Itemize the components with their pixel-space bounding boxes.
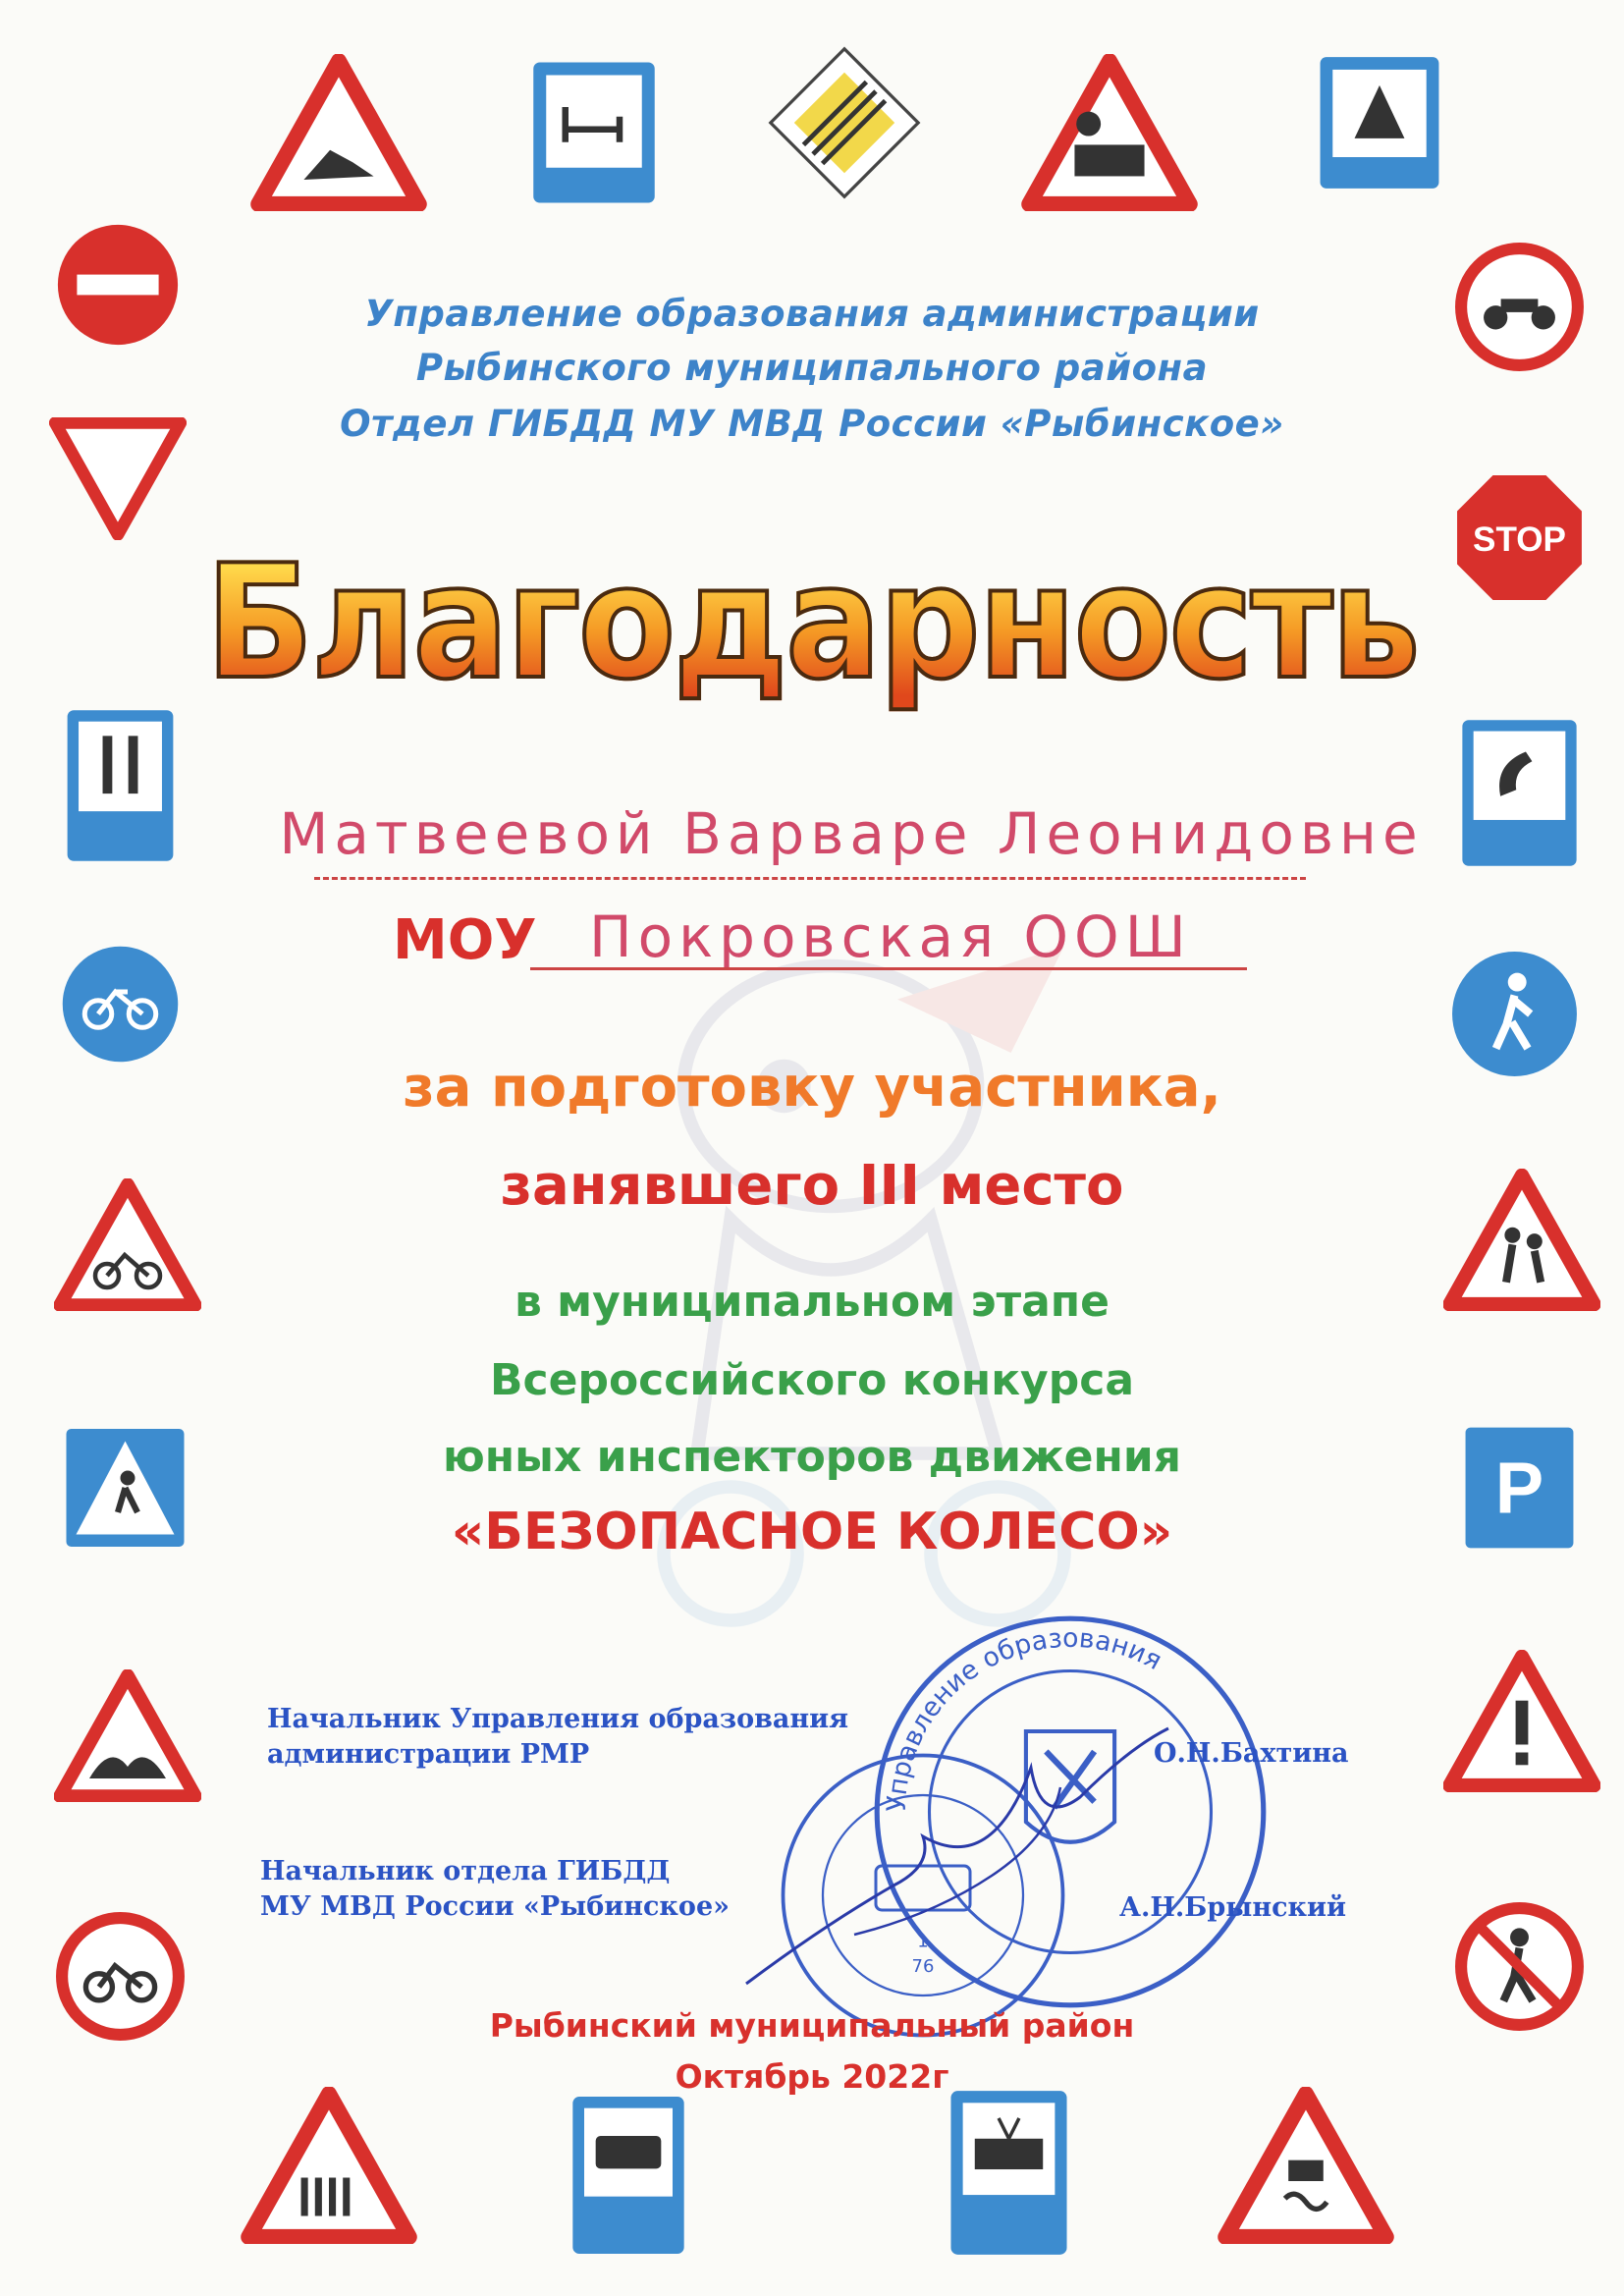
header-line-3: Отдел ГИБДД МУ МВД России «Рыбинское»: [340, 403, 1284, 445]
bus-stop-sign-icon: [569, 2092, 687, 2259]
signatory-1-title-line-1: Начальник Управления образования: [267, 1704, 849, 1734]
signatory-1-title: [267, 1702, 848, 1773]
contest-name: «БЕЗОПАСНОЕ КОЛЕСО»: [451, 1503, 1173, 1561]
header-line-2: Рыбинского муниципального района: [415, 347, 1209, 389]
certificate-title: Благодарность: [0, 530, 1624, 714]
uneven-road-warning-sign-icon: [54, 1669, 201, 1802]
signatory-2-title-line-2: МУ МВД России «Рыбинское»: [260, 1891, 730, 1922]
contest-line-1: в муниципальном этапе: [514, 1277, 1110, 1327]
hotel-sign-icon: [530, 59, 658, 206]
contest-line-3: юных инспекторов движения: [442, 1432, 1182, 1482]
seal-number-2: 76: [911, 1956, 935, 1977]
recipient-name: Матвеевой Варваре Леонидовне: [279, 800, 1424, 867]
danger-warning-sign-icon: [1443, 1650, 1600, 1792]
signatory-1-title-line-2: администрации РМР: [267, 1739, 590, 1770]
railway-crossing-warning-sign-icon: [1021, 54, 1198, 211]
signatory-1-name: О.Н.Бахтина: [1154, 1738, 1349, 1769]
seal-number-1: 1: [917, 1931, 929, 1952]
tram-stop-sign-icon: [947, 2087, 1070, 2259]
railway-barrier-warning-sign-icon: [241, 2087, 417, 2244]
recipient-name-underline: [314, 877, 1306, 880]
org-name-underline: [530, 967, 1247, 970]
end-of-priority-road-sign-icon: [766, 44, 923, 201]
parking-sign-text: P: [1494, 1447, 1544, 1529]
header-line-1: Управление образования администрации: [364, 293, 1260, 335]
footer-line-1: Рыбинский муниципальный район: [489, 2006, 1135, 2045]
bicycle-path-sign-icon: [59, 943, 182, 1066]
camping-sign-icon: [1316, 54, 1443, 191]
reason-line-1: за подготовку участника,: [403, 1056, 1221, 1120]
signatory-2-title-line-1: Начальник отдела ГИБДД: [260, 1856, 671, 1886]
org-name: Покровская ООШ: [589, 903, 1192, 970]
signatory-2-name: А.Н.Брынский: [1119, 1892, 1347, 1923]
slippery-edge-warning-sign-icon: [250, 54, 427, 211]
slippery-road-warning-sign-icon: [1218, 2087, 1394, 2244]
footer-date: Октябрь 2022г: [675, 2057, 949, 2096]
reason-line-2: занявшего III место: [500, 1154, 1124, 1218]
org-prefix: МОУ: [393, 908, 537, 972]
seal-ring-text: Управление образования: [881, 1622, 1167, 1813]
signatory-2-title: [260, 1854, 730, 1925]
contest-line-2: Всероссийского конкурса: [489, 1355, 1135, 1405]
